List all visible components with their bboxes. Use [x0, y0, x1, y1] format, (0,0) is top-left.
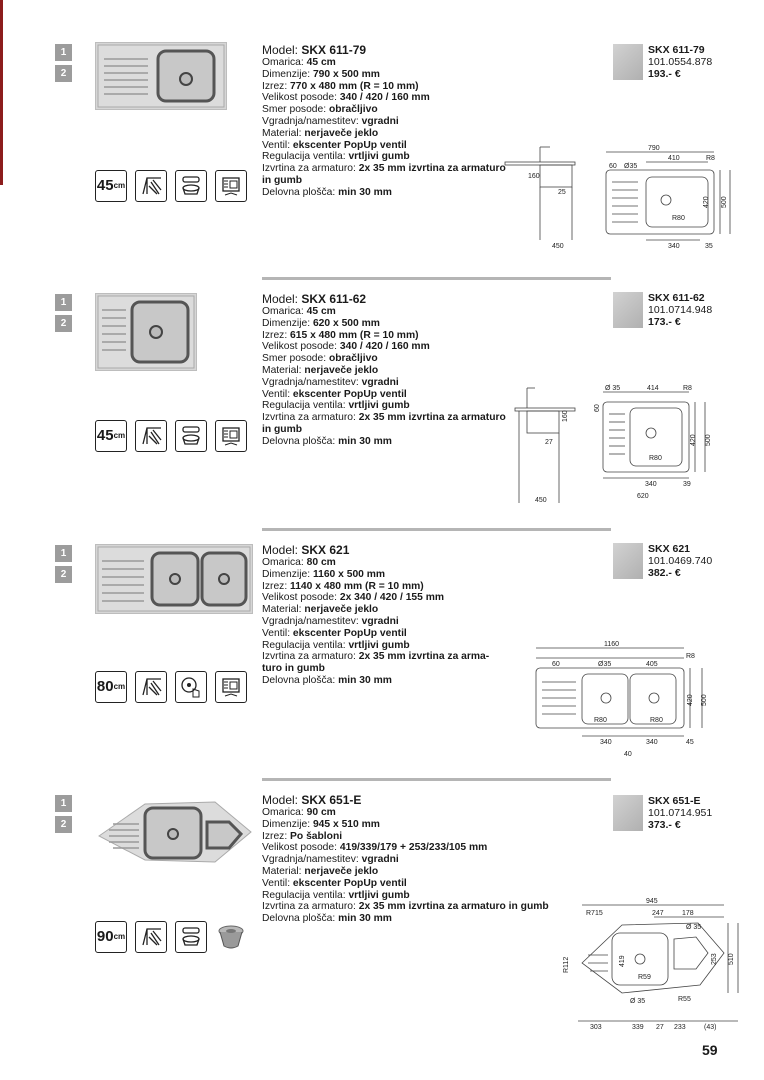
spec-line: Ventil: ekscenter PopUp ventil [262, 388, 407, 400]
technical-drawing [558, 893, 748, 1033]
reversible-bowl-icon [215, 420, 247, 452]
spec-list [262, 43, 507, 199]
spec-line: Vgradnja/namestitev: vgradni [262, 115, 399, 127]
reversible-bowl-icon [215, 170, 247, 202]
spec-line: Izrez: Po šabloni [262, 830, 343, 842]
feature-icons [95, 671, 247, 703]
dim-label: 60 [594, 404, 601, 412]
inset-mount-icon [135, 671, 167, 703]
dim-label: 405 [646, 661, 658, 668]
spec-line: Dimenzije: 790 x 500 mm [262, 68, 380, 80]
color-swatch [613, 543, 643, 579]
spec-line: Velikost posode: 419/339/179 + 253/233/105 mm [262, 842, 488, 854]
spec-line: Vgradnja/namestitev: vgradni [262, 376, 399, 388]
spec-line: Delovna plošča: min 30 mm [262, 913, 392, 925]
spec-list [262, 292, 507, 448]
strainer-basket-icon [215, 921, 247, 953]
dim-label: R8 [686, 653, 695, 660]
spec-line: Vgradnja/namestitev: vgradni [262, 854, 399, 866]
spec-line: Regulacija ventila: vrtljivi gumb [262, 639, 410, 651]
dim-label: 303 [590, 1024, 602, 1031]
dim-label: 233 [674, 1024, 686, 1031]
page-number: 59 [702, 1042, 718, 1058]
dim-label: 340 [646, 739, 658, 746]
cabinet-size-icon: 45 cm [95, 170, 127, 202]
article-code: 101.0469.740 [648, 555, 713, 567]
product-skx-611-62 [0, 292, 764, 522]
technical-drawing [530, 638, 730, 760]
dim-label: 450 [552, 243, 564, 250]
dim-label: 340 [645, 481, 657, 488]
reversible-bowl-icon [215, 671, 247, 703]
badge-1: 1 [55, 795, 72, 812]
popup-drain-icon [175, 420, 207, 452]
dim-label: 500 [705, 434, 712, 446]
color-swatch [613, 795, 643, 831]
product-skx-651-e [0, 793, 764, 1038]
technical-drawing [505, 378, 725, 506]
inset-mount-icon [135, 921, 167, 953]
badge-2: 2 [55, 816, 72, 833]
dim-label: 510 [728, 953, 735, 965]
price: 193.- € [648, 68, 681, 80]
spec-line: Regulacija ventila: vrtljivi gumb [262, 400, 410, 412]
spec-list [262, 793, 582, 925]
dim-label: 178 [682, 910, 694, 917]
dim-label: R715 [586, 910, 603, 917]
spec-line: Regulacija ventila: vrtljivi gumb [262, 889, 410, 901]
dim-label: R59 [638, 974, 651, 981]
spec-line: Dimenzije: 1160 x 500 mm [262, 568, 386, 580]
spec-model: Model: SKX 621 [262, 543, 350, 557]
spec-line: Ventil: ekscenter PopUp ventil [262, 627, 407, 639]
dim-label: 419 [619, 955, 626, 967]
spec-line: Ventil: ekscenter PopUp ventil [262, 139, 407, 151]
dim-label: R80 [649, 455, 662, 462]
color-swatch [613, 44, 643, 80]
spec-line: Velikost posode: 340 / 420 / 160 mm [262, 341, 430, 353]
badge-2: 2 [55, 566, 72, 583]
section-divider [262, 277, 611, 280]
sink-photo [95, 293, 197, 371]
dim-label: 1160 [604, 641, 620, 648]
dim-label: 39 [683, 481, 691, 488]
dim-label: 25 [558, 189, 566, 196]
spec-model: Model: SKX 611-62 [262, 292, 367, 306]
sink-photo [95, 544, 253, 614]
spec-line: Izvrtina za armaturo: 2x 35 mm izvrtina za armaturo in gumb [262, 163, 506, 186]
sink-photo [95, 796, 255, 868]
spec-line: Material: nerjaveče jeklo [262, 865, 379, 877]
section-divider [262, 778, 611, 781]
feature-icons [95, 170, 247, 202]
spec-line: Smer posode: obračljivo [262, 353, 378, 365]
valve-knob-icon [175, 671, 207, 703]
dim-label: Ø 35 [605, 385, 621, 392]
dim-label: 414 [647, 385, 659, 392]
feature-icons [95, 420, 247, 452]
popup-drain-icon [175, 921, 207, 953]
dim-label: R55 [678, 996, 691, 1003]
dim-label: 420 [687, 694, 694, 706]
dim-label: 60 [552, 661, 560, 668]
price-model: SKX 621 [648, 543, 691, 555]
dim-label: 35 [705, 243, 713, 250]
spec-line: Omarica: 45 cm [262, 306, 336, 317]
article-code: 101.0714.951 [648, 807, 713, 819]
dim-label: R112 [563, 956, 570, 973]
spec-line: Material: nerjaveče jeklo [262, 127, 379, 139]
article-code: 101.0554.878 [648, 56, 713, 68]
dim-label: Ø35 [598, 661, 612, 668]
dim-label: 340 [668, 243, 680, 250]
price-model: SKX 611-79 [648, 44, 705, 56]
dim-label: 160 [528, 173, 540, 180]
spec-line: Vgradnja/namestitev: vgradni [262, 615, 399, 627]
spec-line: Smer posode: obračljivo [262, 104, 378, 116]
badge-1: 1 [55, 545, 72, 562]
dim-label: 160 [562, 410, 569, 422]
dim-label: 450 [535, 497, 547, 504]
spec-line: Izrez: 1140 x 480 mm (R = 10 mm) [262, 580, 424, 592]
dim-label: Ø 35 [630, 998, 646, 1005]
dim-label: 410 [668, 155, 680, 162]
spec-line: Delovna plošča: min 30 mm [262, 186, 392, 198]
badge-2: 2 [55, 315, 72, 332]
badge-1: 1 [55, 294, 72, 311]
cabinet-size-icon: 80 cm [95, 671, 127, 703]
spec-model: Model: SKX 611-79 [262, 43, 367, 57]
spec-line: Delovna plošča: min 30 mm [262, 435, 392, 447]
dim-label: (43) [704, 1024, 717, 1031]
product-skx-611-79 [0, 42, 764, 252]
article-code: 101.0714.948 [648, 304, 713, 316]
dim-label: 620 [637, 493, 649, 500]
cabinet-size-icon: 90 cm [95, 921, 127, 953]
section-divider [262, 528, 611, 531]
dim-label: Ø35 [624, 163, 638, 170]
dim-label: 420 [703, 196, 710, 208]
dim-label: 339 [632, 1024, 644, 1031]
dim-label: 790 [648, 145, 660, 152]
color-swatch [613, 292, 643, 328]
price: 382.- € [648, 567, 681, 579]
spec-line: Velikost posode: 2x 340 / 420 / 155 mm [262, 592, 445, 604]
dim-label: 340 [600, 739, 612, 746]
popup-drain-icon [175, 170, 207, 202]
dim-label: 27 [545, 439, 553, 446]
sink-photo [95, 42, 227, 110]
spec-line: Dimenzije: 945 x 510 mm [262, 818, 380, 830]
spec-line: Izvrtina za armaturo: 2x 35 mm izvrtina za armaturo in gumb [262, 412, 506, 435]
price-model: SKX 611-62 [648, 292, 705, 304]
dim-label: 420 [690, 434, 697, 446]
dim-label: Ø 35 [686, 924, 702, 931]
spec-line: Material: nerjaveče jeklo [262, 604, 379, 616]
spec-line: Ventil: ekscenter PopUp ventil [262, 877, 407, 889]
dim-label: R80 [594, 717, 607, 724]
price: 173.- € [648, 316, 681, 328]
dim-label: 945 [646, 898, 658, 905]
dim-label: 45 [686, 739, 694, 746]
spec-line: Izvrtina za armaturo: 2x 35 mm izvrtina za arma-turo in gumb [262, 651, 490, 675]
price-model: SKX 651-E [648, 795, 701, 807]
dim-label: 500 [721, 196, 728, 208]
spec-line: Omarica: 90 cm [262, 807, 336, 818]
dim-label: 253 [711, 953, 718, 965]
inset-mount-icon [135, 420, 167, 452]
technical-drawing [500, 142, 740, 250]
spec-line: Material: nerjaveče jeklo [262, 364, 379, 376]
badge-1: 1 [55, 44, 72, 61]
dim-label: 60 [609, 163, 617, 170]
badge-2: 2 [55, 65, 72, 82]
spec-line: Delovna plošča: min 30 mm [262, 674, 392, 686]
spec-line: Omarica: 45 cm [262, 57, 336, 68]
dim-label: R8 [683, 385, 692, 392]
inset-mount-icon [135, 170, 167, 202]
spec-line: Izrez: 615 x 480 mm (R = 10 mm) [262, 329, 419, 341]
spec-line: Izvrtina za armaturo: 2x 35 mm izvrtina za armaturo in gumb [262, 901, 549, 913]
dim-label: 500 [701, 694, 708, 706]
spec-model: Model: SKX 651-E [262, 793, 362, 807]
cabinet-size-icon: 45 cm [95, 420, 127, 452]
dim-label: R80 [672, 215, 685, 222]
feature-icons [95, 921, 247, 953]
dim-label: R8 [706, 155, 715, 162]
product-skx-621 [0, 543, 764, 758]
price: 373.- € [648, 819, 681, 831]
spec-line: Izrez: 770 x 480 mm (R = 10 mm) [262, 80, 419, 92]
dim-label: 40 [624, 751, 632, 758]
spec-line: Dimenzije: 620 x 500 mm [262, 317, 380, 329]
spec-line: Velikost posode: 340 / 420 / 160 mm [262, 92, 430, 104]
spec-list [262, 543, 507, 687]
spec-line: Omarica: 80 cm [262, 557, 336, 568]
spec-line: Regulacija ventila: vrtljivi gumb [262, 151, 410, 163]
dim-label: 27 [656, 1024, 664, 1031]
dim-label: 247 [652, 910, 664, 917]
dim-label: R80 [650, 717, 663, 724]
